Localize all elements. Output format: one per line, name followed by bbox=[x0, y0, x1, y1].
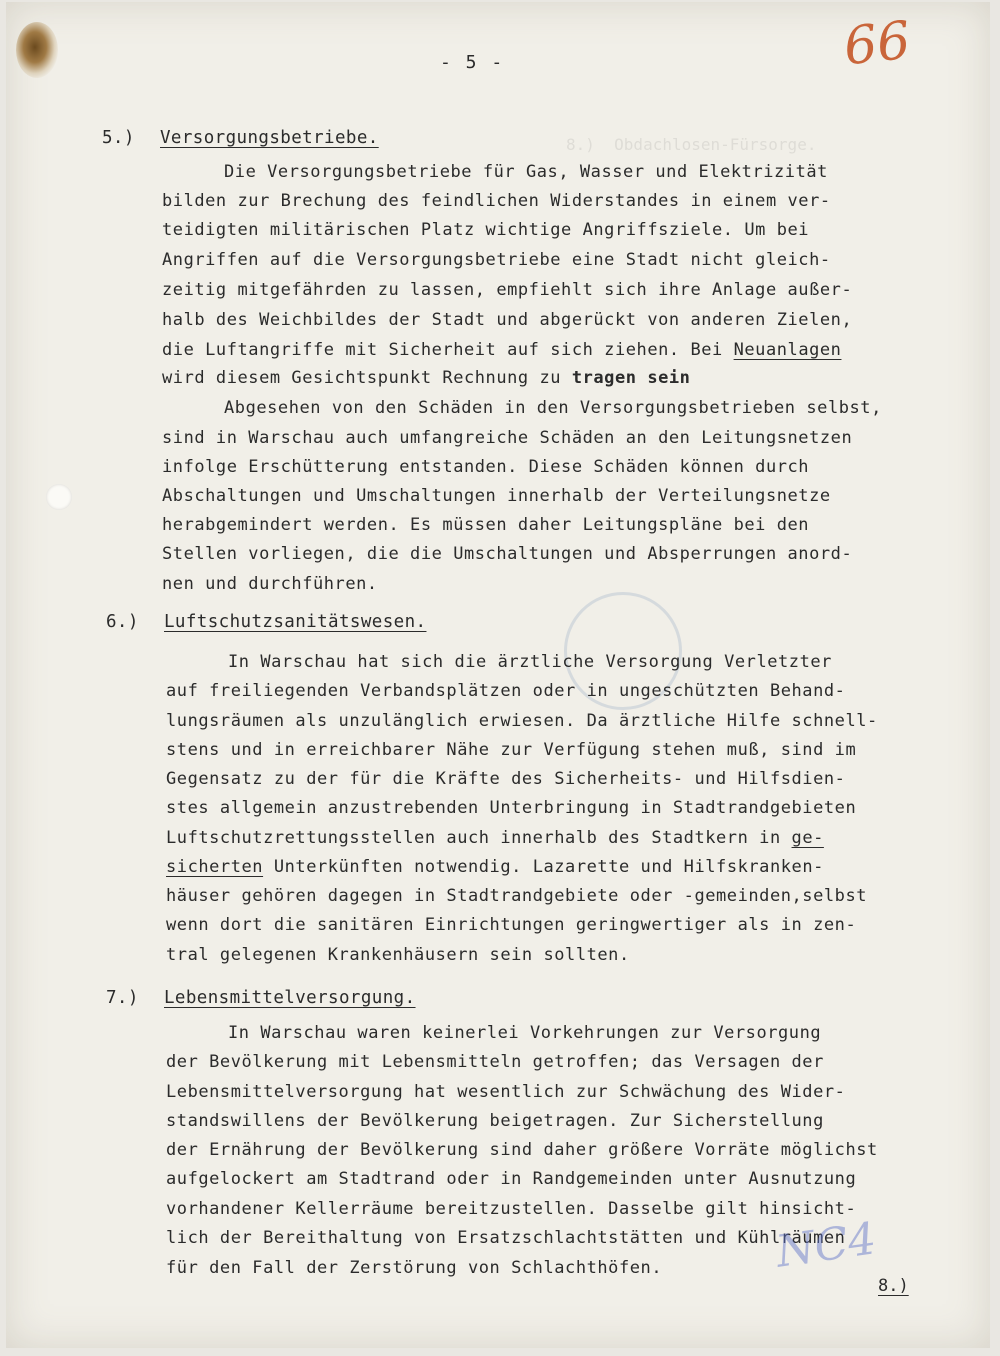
section-number: 7.) bbox=[106, 988, 139, 1008]
line-text: Luftschutzrettungsstellen auch innerhalb des Stadtkern in bbox=[166, 828, 792, 848]
text-line: bilden zur Brechung des feindlichen Widerstandes in einem ver- bbox=[162, 191, 831, 211]
text-line: vorhandener Kellerräume bereitzustellen. Dasselbe gilt hinsicht- bbox=[166, 1199, 857, 1219]
text-line: nen und durchführen. bbox=[162, 574, 378, 594]
text-line: aufgelockert am Stadtrand oder in Randgemeinden unter Ausnutzung bbox=[166, 1169, 857, 1189]
text-line: Lebensmittelversorgung hat wesentlich zur Schwächung des Wider- bbox=[166, 1082, 846, 1102]
section-6-heading bbox=[106, 612, 426, 632]
section-7-heading bbox=[106, 988, 416, 1008]
line-text: die Luftangriffe mit Sicherheit auf sich ziehen. Bei bbox=[162, 340, 734, 360]
text-line: häuser gehören dagegen in Stadtrandgebiete oder -gemeinden,selbst bbox=[166, 886, 868, 906]
rust-stain bbox=[16, 22, 58, 78]
handwritten-margin-mark: NC4 bbox=[772, 1213, 880, 1278]
section-number: 6.) bbox=[106, 612, 139, 632]
text-line: halb des Weichbildes der Stadt und abgerückt von anderen Zielen, bbox=[162, 310, 853, 330]
text-line bbox=[162, 340, 841, 360]
punch-hole bbox=[46, 484, 72, 510]
text-line: Abgesehen von den Schäden in den Versorgungsbetrieben selbst, bbox=[224, 398, 882, 418]
text-line: Stellen vorliegen, die die Umschaltungen und Absperrungen anord- bbox=[162, 544, 853, 564]
catchword: 8.) bbox=[878, 1276, 909, 1296]
text-line: der Ernährung der Bevölkerung sind daher größere Vorräte möglichst bbox=[166, 1140, 878, 1160]
text-line: auf freiliegenden Verbandsplätzen oder in ungeschützten Behand- bbox=[166, 681, 846, 701]
folio-number: 66 bbox=[841, 10, 914, 78]
section-title: Versorgungsbetriebe. bbox=[160, 128, 379, 148]
text-line: herabgemindert werden. Es müssen daher Leitungspläne bei den bbox=[162, 515, 810, 535]
underlined-word: Neuanlagen bbox=[733, 340, 842, 360]
bold-words: tragen sein bbox=[571, 368, 691, 388]
text-line: der Bevölkerung mit Lebensmitteln getroffen; das Versagen der bbox=[166, 1052, 824, 1072]
text-line: In Warschau waren keinerlei Vorkehrungen zur Versorgung bbox=[228, 1023, 822, 1043]
text-line: für den Fall der Zerstörung von Schlachthöfen. bbox=[166, 1258, 663, 1278]
text-line: stens und in erreichbarer Nähe zur Verfügung stehen muß, sind im bbox=[166, 740, 857, 760]
section-number: 5.) bbox=[102, 128, 135, 148]
underlined-word: ge- bbox=[791, 828, 824, 848]
text-line bbox=[166, 857, 824, 877]
text-line: lich der Bereithaltung von Ersatzschlachtstätten und Kühlräumen bbox=[166, 1228, 846, 1248]
text-line: teidigten militärischen Platz wichtige Angriffsziele. Um bei bbox=[162, 220, 810, 240]
text-line: lungsräumen als unzulänglich erwiesen. Da ärztliche Hilfe schnell- bbox=[166, 711, 878, 731]
text-line: stes allgemein anzustrebenden Unterbringung in Stadtrandgebieten bbox=[166, 798, 857, 818]
underlined-word: sicherten bbox=[166, 857, 264, 877]
section-title: Luftschutzsanitätswesen. bbox=[164, 612, 427, 632]
text-line: zeitig mitgefährden zu lassen, empfiehlt sich ihre Anlage außer- bbox=[162, 280, 853, 300]
bleed-through-text: 8.) Obdachlosen-Fürsorge. bbox=[566, 135, 817, 154]
line-text: Unterkünften notwendig. Lazarette und Hilfskranken- bbox=[263, 857, 824, 877]
text-line: In Warschau hat sich die ärztliche Versorgung Verletzter bbox=[228, 652, 832, 672]
section-title: Lebensmittelversorgung. bbox=[164, 988, 416, 1008]
text-line: standswillens der Bevölkerung beigetragen. Zur Sicherstellung bbox=[166, 1111, 824, 1131]
text-line: Die Versorgungsbetriebe für Gas, Wasser und Elektrizität bbox=[224, 162, 828, 182]
text-line: tral gelegenen Krankenhäusern sein sollten. bbox=[166, 945, 630, 965]
text-line: Abschaltungen und Umschaltungen innerhalb der Verteilungsnetze bbox=[162, 486, 831, 506]
document-page bbox=[6, 2, 990, 1348]
page-number: - 5 - bbox=[440, 52, 505, 73]
text-line: Angriffen auf die Versorgungsbetriebe eine Stadt nicht gleich- bbox=[162, 250, 831, 270]
text-line bbox=[166, 828, 824, 848]
text-line: wenn dort die sanitären Einrichtungen geringwertiger als in zen- bbox=[166, 915, 857, 935]
text-line: Gegensatz zu der für die Kräfte des Sicherheits- und Hilfsdien- bbox=[166, 769, 846, 789]
section-5-heading bbox=[102, 128, 379, 148]
line-text: wird diesem Gesichtspunkt Rechnung zu bbox=[162, 368, 572, 388]
text-line: sind in Warschau auch umfangreiche Schäden an den Leitungsnetzen bbox=[162, 428, 853, 448]
text-line bbox=[162, 368, 690, 388]
text-line: infolge Erschütterung entstanden. Diese Schäden können durch bbox=[162, 457, 810, 477]
